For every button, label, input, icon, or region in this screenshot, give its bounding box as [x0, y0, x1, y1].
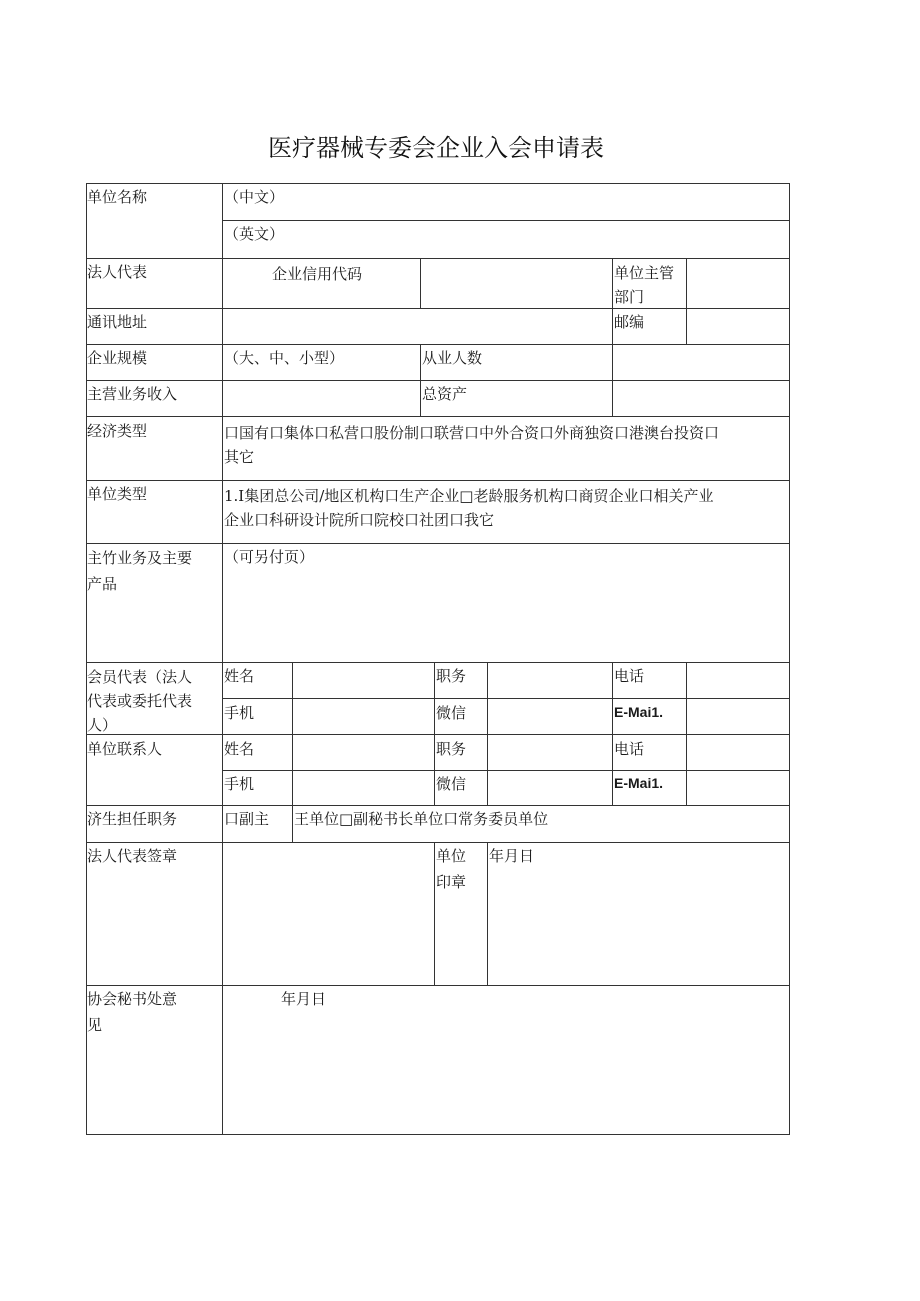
grid-line	[86, 1134, 790, 1135]
main-business-label-line2: 产品	[87, 575, 118, 593]
scale-hint[interactable]: （大、中、小型）	[224, 349, 345, 367]
page-title: 医疗器械专委会企业入会申请表	[268, 134, 604, 162]
secretariat-date: 年月日	[281, 990, 327, 1008]
grid-line	[86, 543, 790, 544]
role-option-vice-chair[interactable]: 口副主	[224, 810, 270, 828]
grid-line	[789, 183, 790, 1135]
member-rep-label-line1: 会员代表（法人	[87, 668, 193, 686]
unit-type-options-line2[interactable]: 企业口科研设计院所口院校口社团口我它	[224, 511, 495, 529]
supervisor-label-line1: 单位主管	[614, 264, 675, 282]
grid-line	[86, 842, 790, 843]
unit-name-en-field[interactable]: （英文）	[224, 225, 285, 243]
member-wechat-label: 微信	[436, 704, 467, 722]
employees-label: 从业人数	[422, 349, 483, 367]
address-label: 通讯地址	[87, 313, 148, 331]
revenue-label: 主营业务收入	[87, 385, 178, 403]
member-name-label: 姓名	[224, 667, 255, 685]
credit-code-label: 企业信用代码	[272, 265, 363, 283]
grid-line	[86, 344, 790, 345]
grid-line	[434, 662, 435, 805]
econ-type-options-line2[interactable]: 其它	[224, 448, 255, 466]
grid-line	[686, 258, 687, 344]
grid-line	[434, 842, 435, 985]
secretariat-label-line2: 见	[87, 1016, 103, 1034]
grid-line	[612, 258, 613, 416]
member-rep-label-line2: 代表或委托代表	[87, 692, 193, 710]
contact-phone-label: 电话	[614, 740, 645, 758]
seal-date: 年月日	[489, 847, 535, 865]
grid-line	[86, 416, 790, 417]
contact-name-label: 姓名	[224, 740, 255, 758]
member-phone-label: 电话	[614, 667, 645, 685]
grid-line	[487, 662, 488, 805]
grid-line	[86, 662, 790, 663]
grid-line	[612, 662, 613, 805]
supervisor-label-line2: 部门	[614, 288, 645, 306]
postcode-label: 邮编	[614, 313, 645, 331]
contact-mobile-label: 手机	[224, 775, 255, 793]
main-business-label-line1: 主竹业务及主要	[87, 549, 193, 567]
seal-label-line2: 印章	[436, 873, 467, 891]
grid-line	[86, 380, 790, 381]
member-mobile-label: 手机	[224, 704, 255, 722]
grid-line	[222, 183, 223, 1135]
member-email-label: E-Mai1.	[614, 704, 664, 720]
grid-line	[86, 308, 790, 309]
secretariat-label-line1: 协会秘书处意	[87, 990, 178, 1008]
signature-label: 法人代表签章	[87, 847, 178, 865]
scale-label: 企业规模	[87, 349, 148, 367]
unit-name-cn-field[interactable]: （中文）	[224, 188, 285, 206]
legal-rep-label: 法人代表	[87, 263, 148, 281]
contact-label: 单位联系人	[87, 740, 163, 758]
unit-type-options-line1[interactable]: 1.I集团总公司/地区机构口生产企业□老龄服务机构口商贸企业口相关产业	[224, 487, 714, 505]
contact-email-label: E-Mai1.	[614, 775, 664, 791]
contact-wechat-label: 微信	[436, 775, 467, 793]
main-business-hint[interactable]: （可另付页）	[224, 548, 315, 566]
grid-line	[86, 805, 790, 806]
grid-line	[222, 220, 790, 221]
grid-line	[86, 480, 790, 481]
contact-position-label: 职务	[436, 740, 467, 758]
grid-line	[420, 258, 421, 308]
grid-line	[86, 183, 790, 184]
unit-type-label: 单位类型	[87, 485, 148, 503]
grid-line	[222, 698, 790, 699]
role-options[interactable]: 王单位□副秘书长单位口常务委员单位	[294, 810, 549, 828]
unit-name-label: 单位名称	[87, 188, 148, 206]
member-rep-label-line3: 人）	[87, 716, 118, 734]
grid-line	[86, 985, 790, 986]
grid-line	[487, 842, 488, 985]
member-position-label: 职务	[436, 667, 467, 685]
econ-type-label: 经济类型	[87, 422, 148, 440]
econ-type-options-line1[interactable]: 口国有口集体口私营口股份制口联营口中外合资口外商独资口港澳台投资口	[224, 424, 720, 442]
grid-line	[686, 662, 687, 805]
total-assets-label: 总资产	[422, 385, 468, 403]
grid-line	[292, 662, 293, 842]
grid-line	[420, 344, 421, 416]
grid-line	[86, 258, 790, 259]
role-label: 济生担任职务	[87, 810, 178, 828]
seal-label-line1: 单位	[436, 847, 467, 865]
grid-line	[86, 734, 790, 735]
grid-line	[222, 770, 790, 771]
